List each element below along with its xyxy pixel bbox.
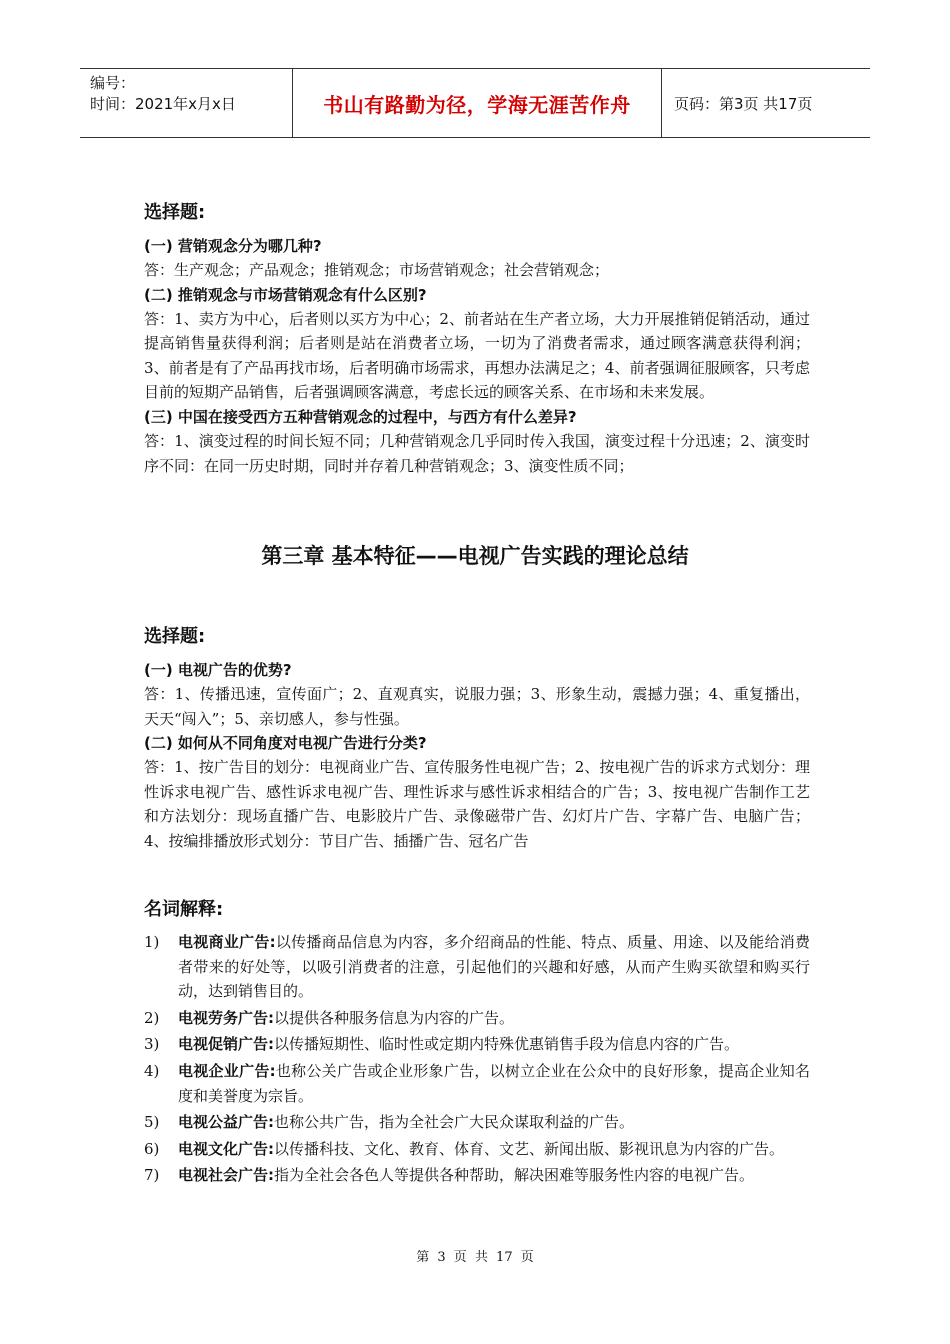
question: (三) 中国在接受西方五种营销观念的过程中，与西方有什么差异? <box>144 407 577 426</box>
question: (二) 如何从不同角度对电视广告进行分类? <box>144 734 427 753</box>
term-name: 电视公益广告: <box>178 1113 274 1132</box>
list-number: 7) <box>144 1166 160 1185</box>
terms-list <box>144 930 810 1188</box>
term-name: 电视社会广告: <box>178 1166 274 1185</box>
header-motto: 书山有路勤为径，学海无涯苦作舟 <box>292 69 662 137</box>
list-item <box>144 1163 810 1188</box>
list-number: 1) <box>144 933 160 951</box>
chapter-title: 第三章 基本特征——电视广告实践的理论总结 <box>261 544 689 568</box>
section3-body <box>144 930 810 1190</box>
list-number: 6) <box>144 1139 160 1158</box>
list-number: 5) <box>144 1113 160 1132</box>
header-meta <box>80 69 292 137</box>
answer: 答：1、按广告目的划分：电视商业广告、宣传服务性电视广告；2、按电视广告的诉求方式划分：理性诉求电视广告、感性诉求电视广告、理性诉求与感性诉求相结合的广告；3、按电视广告制作工艺和方法划分：现场直播广告、电影胶片广告、录像磁带广告、幻灯片广告、字幕广告、电脑广告；4、按编排播放形式划分：节目广告、插播广告、冠名广告 <box>144 758 810 850</box>
header-page-info: 页码：第3页 共17页 <box>674 94 813 113</box>
page-header <box>80 68 870 138</box>
question: (二) 推销观念与市场营销观念有什么区别? <box>144 285 427 304</box>
term-definition: 以传播科技、文化、教育、体育、文艺、新闻出版、影视讯息为内容的广告。 <box>274 1139 785 1158</box>
list-number: 2) <box>144 1008 160 1027</box>
answer: 答：生产观念；产品观念；推销观念；市场营销观念；社会营销观念； <box>144 261 610 279</box>
list-item <box>144 930 810 1004</box>
answer: 答：1、演变过程的时间长短不同；几种营销观念几乎同时传入我国，演变过程十分迅速；2、演变时序不同：在同一历史时期，同时并存着几种营销观念；3、演变性质不同； <box>144 431 810 475</box>
list-item <box>144 1110 810 1135</box>
section2-heading: 选择题: <box>144 626 206 647</box>
section1-body <box>144 234 810 478</box>
section1-heading: 选择题: <box>144 202 206 223</box>
term-definition: 也称公共广告，指为全社会广大民众谋取利益的广告。 <box>274 1113 635 1132</box>
answer: 答：1、卖方为中心，后者则以买方为中心；2、前者站在生产者立场，大力开展推销促销活动，通过提高销售量获得利润；后者则是站在消费者立场，一切为了消费者需求，通过顾客满意获得利润；3、前者是有了产品再找市场，后者明确市场需求，再想办法满足之；4、前者强调征服顾客，只考虑目前的短期产品销售，后者强调顾客满意，考虑长远的顾客关系、在市场和未来发展。 <box>144 309 810 402</box>
term-name: 电视劳务广告: <box>178 1008 274 1027</box>
term-name: 电视文化广告: <box>178 1139 274 1158</box>
answer: 答：1、传播迅速，宣传面广；2、直观真实，说服力强；3、形象生动，震撼力强；4、重复播出，天天“闯入”；5、亲切感人，参与性强。 <box>144 685 810 728</box>
term-definition: 指为全社会各色人等提供各种帮助，解决困难等服务性内容的电视广告。 <box>274 1166 755 1185</box>
term-definition: 以提供各种服务信息为内容的广告。 <box>274 1008 515 1027</box>
page-footer: 第 3 页 共 17 页 <box>416 1250 534 1265</box>
list-number: 3) <box>144 1035 160 1054</box>
list-item <box>144 1137 810 1162</box>
term-definition: 也称公关广告或企业形象广告，以树立企业在公众中的良好形象，提高企业知名度和美誉度为宗旨。 <box>178 1061 810 1105</box>
question: (一) 营销观念分为哪几种? <box>144 237 322 255</box>
section2-body <box>144 658 810 854</box>
header-time: 时间：2021年x月x日 <box>90 95 236 113</box>
term-name: 电视促销广告: <box>178 1035 274 1054</box>
term-name: 电视企业广告: <box>178 1061 276 1080</box>
list-number: 4) <box>144 1061 160 1080</box>
term-definition: 以传播短期性、临时性或定期内特殊优惠销售手段为信息内容的广告。 <box>274 1035 740 1054</box>
section3-heading: 名词解释: <box>144 899 224 920</box>
list-item <box>144 1006 810 1031</box>
question: (一) 电视广告的优势? <box>144 661 292 679</box>
list-item <box>144 1059 810 1108</box>
term-definition: 以传播商品信息为内容，多介绍商品的性能、特点、质量、用途、以及能给消费者带来的好处等，以吸引消费者的注意，引起他们的兴趣和好感，从而产生购买欲望和购买行动，达到销售目的。 <box>178 933 810 1001</box>
term-name: 电视商业广告: <box>178 933 276 951</box>
list-item <box>144 1032 810 1057</box>
header-number: 编号： <box>90 74 136 92</box>
